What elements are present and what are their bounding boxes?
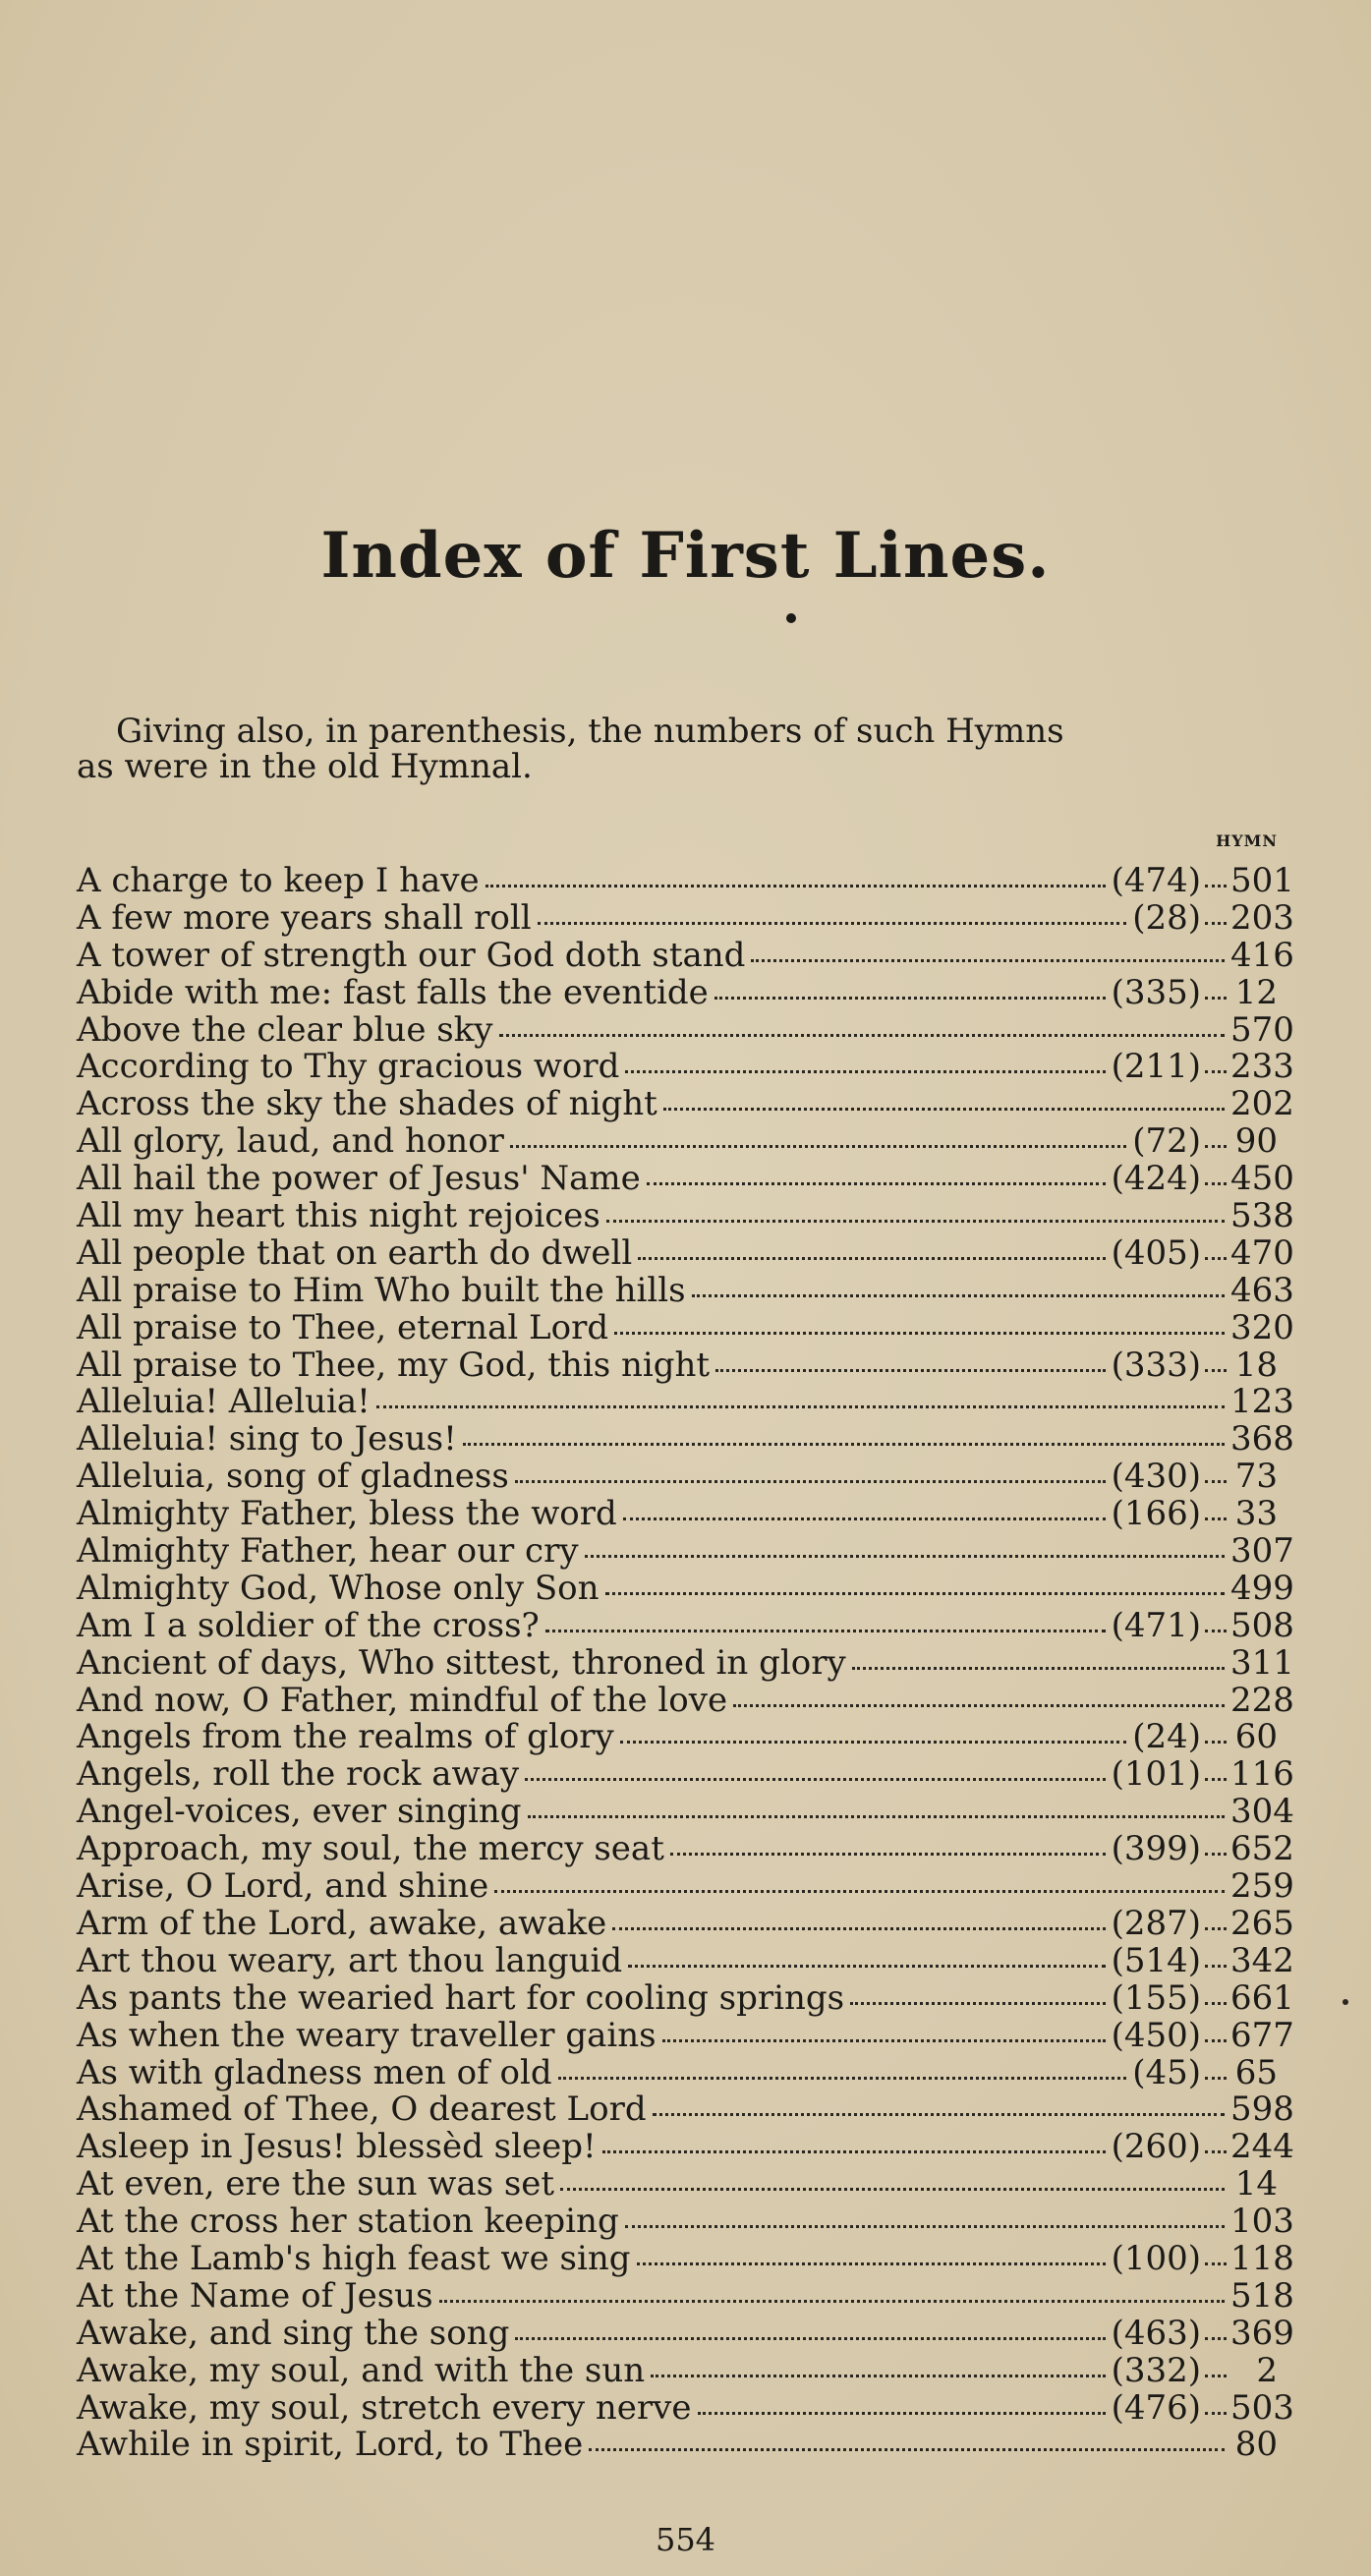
old-hymnal-number: (332)	[1111, 2350, 1201, 2390]
first-line-text: A charge to keep I have	[77, 861, 480, 900]
dot-leader	[558, 2077, 1127, 2080]
hymn-number: 661	[1230, 1977, 1294, 2018]
index-entry	[77, 1940, 1294, 1980]
hymn-number: 503	[1230, 2387, 1294, 2428]
index-entry	[77, 2127, 1294, 2167]
index-entry	[77, 2164, 1278, 2202]
first-line-text: A few more years shall roll	[77, 897, 532, 938]
dot-leader	[510, 1145, 1126, 1148]
first-line-text: All praise to Him Who built the hills	[77, 1270, 686, 1310]
first-line-text: As pants the wearied hart for cooling springs	[77, 1977, 845, 2018]
dot-leader	[463, 1443, 1225, 1446]
hymn-number: 203	[1230, 897, 1294, 938]
dot-leader	[545, 1630, 1106, 1632]
index-entry	[77, 2313, 1294, 2353]
old-hymnal-number: (430)	[1111, 1457, 1201, 1497]
index-entry	[77, 1605, 1294, 1645]
first-line-text: Angels, roll the rock away	[77, 1754, 520, 1795]
ornament-dot	[786, 613, 796, 623]
old-hymnal-number: (72)	[1132, 1121, 1201, 1162]
index-entry	[77, 1457, 1278, 1497]
dot-leader-short	[1205, 1965, 1227, 1968]
dot-leader	[692, 1294, 1225, 1297]
dot-leader-short	[1205, 1480, 1227, 1483]
first-line-text: All people that on earth do dwell	[77, 1232, 633, 1273]
hymn-number: 123	[1230, 1382, 1294, 1422]
dot-leader	[651, 2375, 1105, 2377]
hymn-number: 463	[1230, 1270, 1294, 1310]
old-hymnal-number: (287)	[1111, 1903, 1201, 1943]
dot-leader	[751, 959, 1225, 962]
first-line-text: Awake, and sing the song	[77, 2313, 510, 2353]
hymn-number: 244	[1230, 2127, 1294, 2167]
dot-leader	[560, 2188, 1225, 2191]
index-entry	[77, 935, 1294, 975]
dot-leader-short	[1205, 2375, 1227, 2377]
dot-leader	[852, 1667, 1225, 1670]
dot-leader	[625, 1070, 1105, 1073]
dot-leader	[638, 1257, 1105, 1260]
index-entry	[77, 973, 1278, 1010]
index-entry	[77, 897, 1294, 938]
index-entry	[77, 1270, 1294, 1310]
first-line-text: Almighty God, Whose only Son	[77, 1568, 600, 1608]
dot-leader	[439, 2300, 1225, 2303]
dot-leader	[589, 2448, 1225, 2451]
dot-leader-short	[1205, 922, 1227, 925]
first-line-text: A tower of strength our God doth stand	[77, 935, 746, 975]
dot-leader	[663, 1108, 1225, 1111]
index-entry	[77, 1717, 1278, 1757]
dot-leader-short	[1205, 1927, 1227, 1930]
dot-leader	[625, 2225, 1225, 2228]
old-hymnal-number: (211)	[1111, 1047, 1201, 1087]
hymn-number: 598	[1230, 2089, 1294, 2130]
dot-leader-short	[1205, 1182, 1227, 1185]
dot-leader-short	[1205, 2077, 1227, 2080]
index-entry	[77, 1680, 1294, 1720]
index-entry	[77, 1494, 1278, 1534]
dot-leader	[628, 1965, 1105, 1968]
dot-leader-short	[1205, 1070, 1227, 1073]
dot-leader	[528, 1815, 1225, 1818]
dot-leader	[620, 1741, 1126, 1744]
hymn-number: 307	[1230, 1531, 1294, 1572]
index-entry	[77, 1232, 1294, 1273]
old-hymnal-number: (450)	[1111, 2015, 1201, 2055]
subtitle-line-1: Giving also, in parenthesis, the numbers of such Hymns	[116, 712, 1064, 751]
index-entry	[77, 1159, 1294, 1199]
old-hymnal-number: (101)	[1111, 1754, 1201, 1795]
dot-leader-short	[1205, 1257, 1227, 1260]
hymn-number: 518	[1230, 2275, 1294, 2316]
first-line-text: Approach, my soul, the mercy seat	[77, 1829, 664, 1869]
dot-leader	[662, 2039, 1106, 2042]
first-line-text: Arm of the Lord, awake, awake	[77, 1903, 607, 1943]
dot-leader	[670, 1853, 1106, 1856]
index-entry	[77, 1829, 1294, 1869]
first-line-text: Alleluia, song of gladness	[77, 1457, 509, 1497]
old-hymnal-number: (476)	[1111, 2387, 1201, 2428]
first-line-text: All praise to Thee, eternal Lord	[77, 1307, 609, 1347]
hymn-number: 652	[1230, 1829, 1294, 1869]
column-header-hymn: HYMN	[1216, 831, 1278, 850]
first-line-text: All praise to Thee, my God, this night	[77, 1345, 711, 1385]
first-line-text: At the Name of Jesus	[77, 2275, 433, 2316]
dot-leader-short	[1205, 2150, 1227, 2153]
dot-leader	[614, 1332, 1225, 1335]
dot-leader-short	[1205, 2002, 1227, 2005]
hymn-number: 416	[1230, 935, 1294, 975]
index-entry	[77, 1009, 1294, 1050]
dot-leader	[714, 997, 1106, 1000]
index-entry	[77, 2053, 1278, 2090]
hymn-number: 80	[1234, 2425, 1278, 2465]
index-entry	[77, 2387, 1294, 2428]
dot-leader	[515, 1480, 1106, 1483]
first-line-text: All my heart this night rejoices	[77, 1196, 600, 1236]
hymn-number: 118	[1230, 2238, 1294, 2278]
hymn-number: 538	[1230, 1196, 1294, 1236]
index-entry	[77, 2351, 1278, 2388]
old-hymnal-number: (514)	[1111, 1940, 1201, 1980]
dot-leader-short	[1205, 1778, 1227, 1781]
dot-leader	[376, 1405, 1225, 1408]
dot-leader	[494, 1890, 1225, 1893]
old-hymnal-number: (260)	[1111, 2127, 1201, 2167]
first-line-text: Almighty Father, bless the word	[77, 1494, 617, 1534]
dot-leader-short	[1205, 885, 1227, 887]
first-line-text: As when the weary traveller gains	[77, 2015, 657, 2055]
index-entry	[77, 1382, 1294, 1422]
dot-leader	[653, 2113, 1225, 2116]
index-entry	[77, 1642, 1294, 1683]
hymn-number: 265	[1230, 1903, 1294, 1943]
old-hymnal-number: (24)	[1132, 1717, 1201, 1757]
first-line-text: Ancient of days, Who sittest, throned in glory	[77, 1642, 846, 1683]
old-hymnal-number: (45)	[1132, 2052, 1201, 2092]
hymn-number: 508	[1230, 1605, 1294, 1645]
hymn-number: 60	[1234, 1717, 1278, 1757]
old-hymnal-number: (155)	[1111, 1977, 1201, 2018]
hymn-number: 342	[1230, 1940, 1294, 1980]
first-line-text: At the cross her station keeping	[77, 2202, 619, 2242]
dot-leader-short	[1205, 2412, 1227, 2415]
dot-leader-short	[1205, 1369, 1227, 1372]
hymn-number: 304	[1230, 1792, 1294, 1832]
old-hymnal-number: (399)	[1111, 1829, 1201, 1869]
old-hymnal-number: (424)	[1111, 1159, 1201, 1199]
hymn-number: 14	[1234, 2164, 1278, 2204]
old-hymnal-number: (166)	[1111, 1494, 1201, 1534]
page-title: Index of First Lines.	[320, 519, 1051, 593]
index-entry	[77, 1196, 1294, 1236]
hymn-number: 2	[1256, 2350, 1278, 2390]
dot-leader	[486, 885, 1106, 887]
first-line-text: According to Thy gracious word	[77, 1047, 620, 1087]
old-hymnal-number: (28)	[1132, 897, 1201, 938]
dot-leader-short	[1205, 1517, 1227, 1520]
hymn-number: 501	[1230, 861, 1294, 900]
old-hymnal-number: (405)	[1111, 1232, 1201, 1273]
margin-mark	[1342, 1999, 1348, 2005]
index-entry	[77, 2238, 1294, 2278]
index-entry	[77, 1307, 1294, 1347]
index-entry	[77, 1977, 1294, 2018]
first-line-text: Angel-voices, ever singing	[77, 1792, 522, 1832]
old-hymnal-number: (471)	[1111, 1605, 1201, 1645]
index-entry	[77, 1121, 1278, 1162]
hymn-number: 311	[1230, 1642, 1294, 1683]
first-line-text: Awhile in spirit, Lord, to Thee	[77, 2425, 584, 2465]
first-line-text: Art thou weary, art thou languid	[77, 1940, 623, 1980]
dot-leader-short	[1205, 2262, 1227, 2265]
first-line-text: Almighty Father, hear our cry	[77, 1531, 579, 1572]
hymn-number: 90	[1234, 1121, 1278, 1162]
dot-leader	[605, 1592, 1226, 1595]
first-line-text: Alleluia! Alleluia!	[77, 1382, 371, 1422]
index-entry	[77, 1419, 1294, 1460]
index-entry	[77, 1792, 1294, 1832]
dot-leader	[850, 2002, 1105, 2005]
dot-leader-short	[1205, 1630, 1227, 1632]
index-entry	[77, 1531, 1294, 1572]
index-entry	[77, 2089, 1294, 2130]
dot-leader	[715, 1369, 1105, 1372]
dot-leader	[733, 1704, 1225, 1707]
index-entry	[77, 1084, 1294, 1124]
old-hymnal-number: (463)	[1111, 2313, 1201, 2353]
old-hymnal-number: (100)	[1111, 2238, 1201, 2278]
first-line-text: Arise, O Lord, and shine	[77, 1866, 489, 1907]
index-entry	[77, 2202, 1294, 2242]
hymn-number: 228	[1230, 1680, 1294, 1720]
first-line-text: Across the sky the shades of night	[77, 1084, 657, 1124]
hymn-number: 320	[1230, 1307, 1294, 1347]
hymn-number: 368	[1230, 1419, 1294, 1460]
dot-leader-short	[1205, 1741, 1227, 1744]
hymn-number: 73	[1234, 1457, 1278, 1497]
hymn-number: 33	[1234, 1494, 1278, 1534]
dot-leader-short	[1205, 2039, 1227, 2042]
dot-leader	[525, 1778, 1105, 1781]
hymn-number: 677	[1230, 2015, 1294, 2055]
first-line-text: All hail the power of Jesus' Name	[77, 1159, 641, 1199]
hymn-number: 202	[1230, 1084, 1294, 1124]
old-hymnal-number: (333)	[1111, 1345, 1201, 1385]
first-line-text: Awake, my soul, stretch every nerve	[77, 2387, 692, 2428]
old-hymnal-number: (335)	[1111, 972, 1201, 1012]
index-entry	[77, 861, 1294, 900]
index-list	[77, 861, 1294, 2465]
index-entry	[77, 1903, 1294, 1943]
index-entry	[77, 1345, 1278, 1383]
dot-leader	[538, 922, 1127, 925]
hymn-number: 499	[1230, 1568, 1294, 1608]
first-line-text: Angels from the realms of glory	[77, 1717, 614, 1757]
first-line-text: Awake, my soul, and with the sun	[77, 2350, 646, 2390]
hymn-number: 450	[1230, 1159, 1294, 1199]
index-entry	[77, 2275, 1294, 2316]
first-line-text: Alleluia! sing to Jesus!	[77, 1419, 457, 1460]
first-line-text: Asleep in Jesus! blessèd sleep!	[77, 2127, 597, 2167]
old-hymnal-number: (474)	[1111, 861, 1201, 900]
first-line-text: And now, O Father, mindful of the love	[77, 1680, 728, 1720]
hymn-number: 470	[1230, 1232, 1294, 1273]
dot-leader	[499, 1034, 1225, 1037]
first-line-text: At even, ere the sun was set	[77, 2164, 555, 2204]
dot-leader-short	[1205, 1853, 1227, 1856]
hymn-number: 369	[1230, 2313, 1294, 2353]
dot-leader	[698, 2412, 1106, 2415]
hymn-number: 103	[1230, 2202, 1294, 2242]
dot-leader	[585, 1555, 1225, 1558]
dot-leader-short	[1205, 1145, 1227, 1148]
hymn-number: 259	[1230, 1866, 1294, 1907]
index-entry	[77, 2425, 1278, 2465]
index-entry	[77, 1047, 1294, 1087]
page-number: 554	[655, 2521, 716, 2558]
dot-leader	[515, 2337, 1105, 2340]
index-entry	[77, 1754, 1294, 1795]
first-line-text: Ashamed of Thee, O dearest Lord	[77, 2089, 647, 2130]
dot-leader	[606, 1220, 1225, 1223]
dot-leader	[602, 2150, 1106, 2153]
index-entry	[77, 1568, 1294, 1608]
first-line-text: Am I a soldier of the cross?	[77, 1605, 540, 1645]
dot-leader-short	[1205, 997, 1227, 1000]
dot-leader-short	[1205, 2337, 1227, 2340]
first-line-text: All glory, laud, and honor	[77, 1121, 504, 1162]
dot-leader	[647, 1182, 1106, 1185]
first-line-text: Abide with me: fast falls the eventide	[77, 972, 709, 1012]
first-line-text: Above the clear blue sky	[77, 1009, 493, 1050]
first-line-text: As with gladness men of old	[77, 2052, 552, 2092]
hymn-number: 116	[1230, 1754, 1294, 1795]
hymn-number: 18	[1234, 1345, 1278, 1385]
dot-leader	[612, 1927, 1105, 1930]
index-entry	[77, 1866, 1294, 1907]
dot-leader	[637, 2262, 1106, 2265]
subtitle	[77, 714, 1305, 784]
hymn-number: 12	[1234, 972, 1278, 1012]
index-entry	[77, 2015, 1294, 2055]
dot-leader	[623, 1517, 1106, 1520]
hymn-number: 233	[1230, 1047, 1294, 1087]
subtitle-line-2: as were in the old Hymnal.	[77, 747, 533, 786]
hymn-number: 570	[1230, 1009, 1294, 1050]
hymn-number: 65	[1234, 2052, 1278, 2092]
first-line-text: At the Lamb's high feast we sing	[77, 2238, 631, 2278]
